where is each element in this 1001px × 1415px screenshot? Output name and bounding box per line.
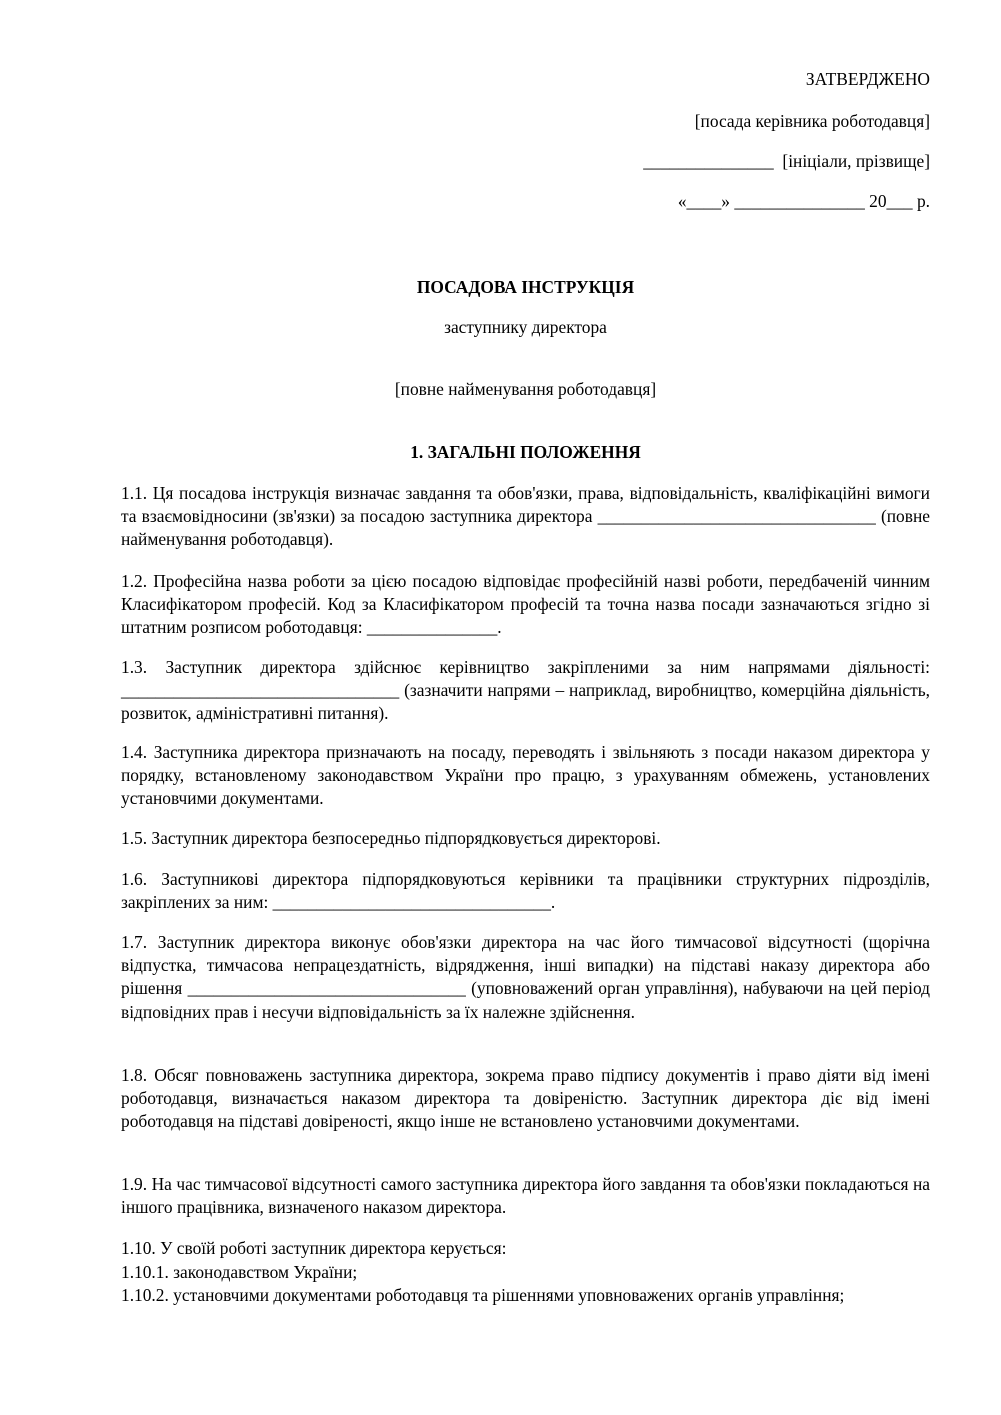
paragraph-1-10-1: 1.10.1. законодавством України; [121, 1262, 358, 1282]
paragraph-1-2: 1.2. Професійна назва роботи за цією посадою відповідає професійній назві роботи, передбаченій чинним Класифікатором професій. Код за Класифікатором професій та точна назва посади зазначаються згідно зі штатним розписом роботодавця: _______________. [121, 571, 930, 638]
signature-line: _______________ [ініціали, прізвище] [643, 151, 930, 171]
paragraph-1-10-2: 1.10.2. установчими документами роботодавця та рішеннями уповноважених органів управління; [121, 1285, 845, 1305]
paragraph-1-1: 1.1. Ця посадова інструкція визначає завдання та обов'язки, права, відповідальність, кваліфікаційні вимоги та взаємовідносини (зв'язки) за посадою заступника директора ________________________________ (повне найменування роботодавця). [121, 483, 930, 550]
document-title: ПОСАДОВА ІНСТРУКЦІЯ [416, 277, 635, 297]
paragraph-1-5: 1.5. Заступник директора безпосередньо підпорядковується директорові. [121, 828, 661, 848]
employer-name: [повне найменування роботодавця] [394, 379, 657, 399]
paragraph-1-6: 1.6. Заступникові директора підпорядковуються керівники та працівники структурних підрозділів, закріплених за ним: ________________________________. [121, 869, 930, 913]
document-subtitle: заступнику директора [444, 317, 607, 337]
paragraph-1-8: 1.8. Обсяг повноважень заступника директора, зокрема право підпису документів і право діяти від імені роботодавця, визначається наказом директора та довіреністю. Заступник директора діє від імені роботодавця на підставі довіреності, якщо інше не встановлено установчими документами. [121, 1065, 930, 1132]
paragraph-1-10: 1.10. У своїй роботі заступник директора керується: [121, 1238, 507, 1258]
paragraph-1-9: 1.9. На час тимчасової відсутності самого заступника директора його завдання та обов'язки покладаються на іншого працівника, визначеного наказом директора. [121, 1174, 930, 1218]
document-page [121, 0, 930, 1415]
approved-stamp: ЗАТВЕРДЖЕНО [805, 69, 930, 89]
section-heading: 1. ЗАГАЛЬНІ ПОЛОЖЕННЯ [410, 442, 641, 462]
manager-position: [посада керівника роботодавця] [694, 111, 930, 131]
approval-date: «____» _______________ 20___ р. [677, 191, 930, 211]
paragraph-1-7: 1.7. Заступник директора виконує обов'язки директора на час його тимчасової відсутності (щорічна відпустка, тимчасова непрацездатність, відрядження, інші випадки) на підставі наказу директора або рішення ________________________________ (уповноважений орган управління), набуваючи на цей період відповідних прав і несучи відповідальність за їх належне здійснення. [121, 932, 930, 1022]
paragraph-1-3: 1.3. Заступник директора здійснює керівництво закріпленими за ним напрямами діяльності: ________________________________ (зазначити напрями – наприклад, виробництво, комерційна діяльність, розвиток, адміністративні питання). [121, 657, 930, 724]
paragraph-1-4: 1.4. Заступника директора призначають на посаду, переводять і звільняють з посади наказом директора у порядку, встановленому законодавством України про працю, з урахуванням обмежень, установлених установчими документами. [121, 742, 930, 809]
